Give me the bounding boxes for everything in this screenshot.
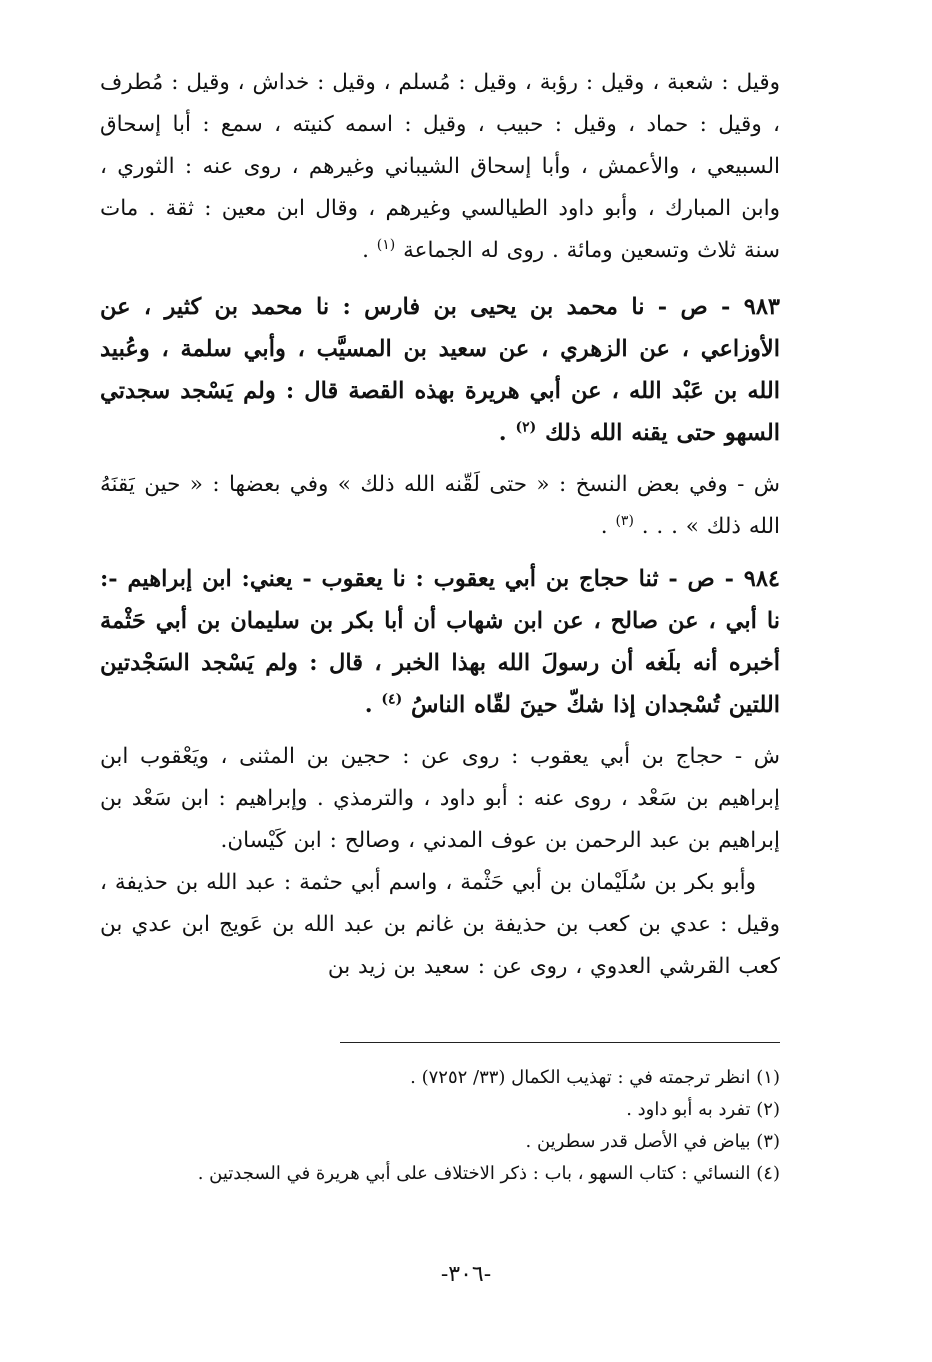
footnote-reference: (٢): [515, 419, 537, 436]
paragraph-text: ٩٨٣ - ص - نا محمد بن يحيى بن فارس : نا محمد بن كثير ، عن الأوزاعي ، عن الزهري ، عن سعيد بن المسيَّب ، وأبي سلمة ، وعُبيد الله بن عَبْد الله ، عن أبي هريرة بهذه القصة قال : ولم يَسْجد سجدتي السهو حتى يقنه الله ذلك: [100, 294, 780, 446]
paragraph-end: .: [498, 420, 516, 446]
footnote-reference: (٤): [381, 691, 403, 708]
paragraph-commentary-984: [100, 736, 780, 862]
paragraph-end: .: [364, 692, 382, 718]
footnote-reference: (١): [376, 236, 396, 253]
paragraph-abu-bakr: [100, 862, 780, 988]
page-number: -٣٠٦-: [440, 1262, 492, 1287]
footnote-1: (١) انظر ترجمته في : تهذيب الكمال (٣٣/ ٧٢٥٢) .: [410, 1067, 780, 1088]
paragraph-text: ٩٨٤ - ص - ثنا حجاج بن أبي يعقوب : نا يعقوب - يعني: ابن إبراهيم -: نا أبي ، عن صالح ، عن ابن شهاب أن أبا بكر بن سليمان بن أبي حَثْمة أخبره أنه بلَغه أن رسولَ الله بهذا الخبر ، قال : ولم يَسْجد السَجْدتين اللتين تُسْجدان إذا شكّ حينَ لقّاه الناسُ: [100, 566, 780, 718]
footnote-reference: (٣): [615, 512, 634, 529]
paragraph-text: ش - وفي بعض النسخ : « حتى لَقّنه الله ذلك » وفي بعضها : « حين يَقنَهُ الله ذلك » . . .: [100, 472, 780, 539]
footnote-divider: [340, 1042, 780, 1043]
paragraph-biography: [100, 62, 780, 272]
paragraph-text: ش - حجاج بن أبي يعقوب : روى عن : حجين بن المثنى ، ويَعْقوب ابن إبراهيم بن سَعْد ، روى عنه : أبو داود ، والترمذي . وإبراهيم : ابن سَعْد بن إبراهيم بن عبد الرحمن بن عوف المدني ، وصالح : ابن كَيْسان.: [100, 744, 780, 853]
footnote-3: (٣) بياض في الأصل قدر سطرين .: [525, 1131, 780, 1152]
paragraph-end: .: [362, 238, 377, 263]
main-text: [100, 62, 780, 988]
footnotes: [100, 1062, 780, 1190]
footnote-2: (٢) تفرد به أبو داود .: [626, 1099, 780, 1120]
paragraph-commentary-983: [100, 464, 780, 548]
footnote-4: (٤) النسائي : كتاب السهو ، باب : ذكر الاختلاف على أبي هريرة في السجدتين .: [197, 1163, 780, 1184]
paragraph-hadith-983: [100, 286, 780, 454]
paragraph-text: وقيل : شعبة ، وقيل : رؤبة ، وقيل : مُسلم ، وقيل : خداش ، وقيل : مُطرف ، وقيل : حماد ، وقيل : حبيب ، وقيل : اسمه كنيته ، سمع : أبا إسحاق السبيعي ، والأعمش ، وأبا إسحاق الشيباني وغيرهم ، روى عنه : الثوري ، وابن المبارك ، وأبو داود الطيالسي وغيرهم ، وقال ابن معين : ثقة . مات سنة ثلاث وتسعين ومائة . روى له الجماعة: [100, 70, 780, 263]
paragraph-end: .: [600, 514, 616, 539]
paragraph-hadith-984: [100, 558, 780, 726]
paragraph-text: وأبو بكر بن سُلَيْمان بن أبي حَثْمة ، واسم أبي حثمة : عبد الله بن حذيفة ، وقيل : عدي بن كعب بن حذيفة بن غانم بن عبد الله بن عَويج ابن عدي بن كعب القرشي العدوي ، روى عن : سعيد بن زيد بن: [100, 870, 780, 979]
